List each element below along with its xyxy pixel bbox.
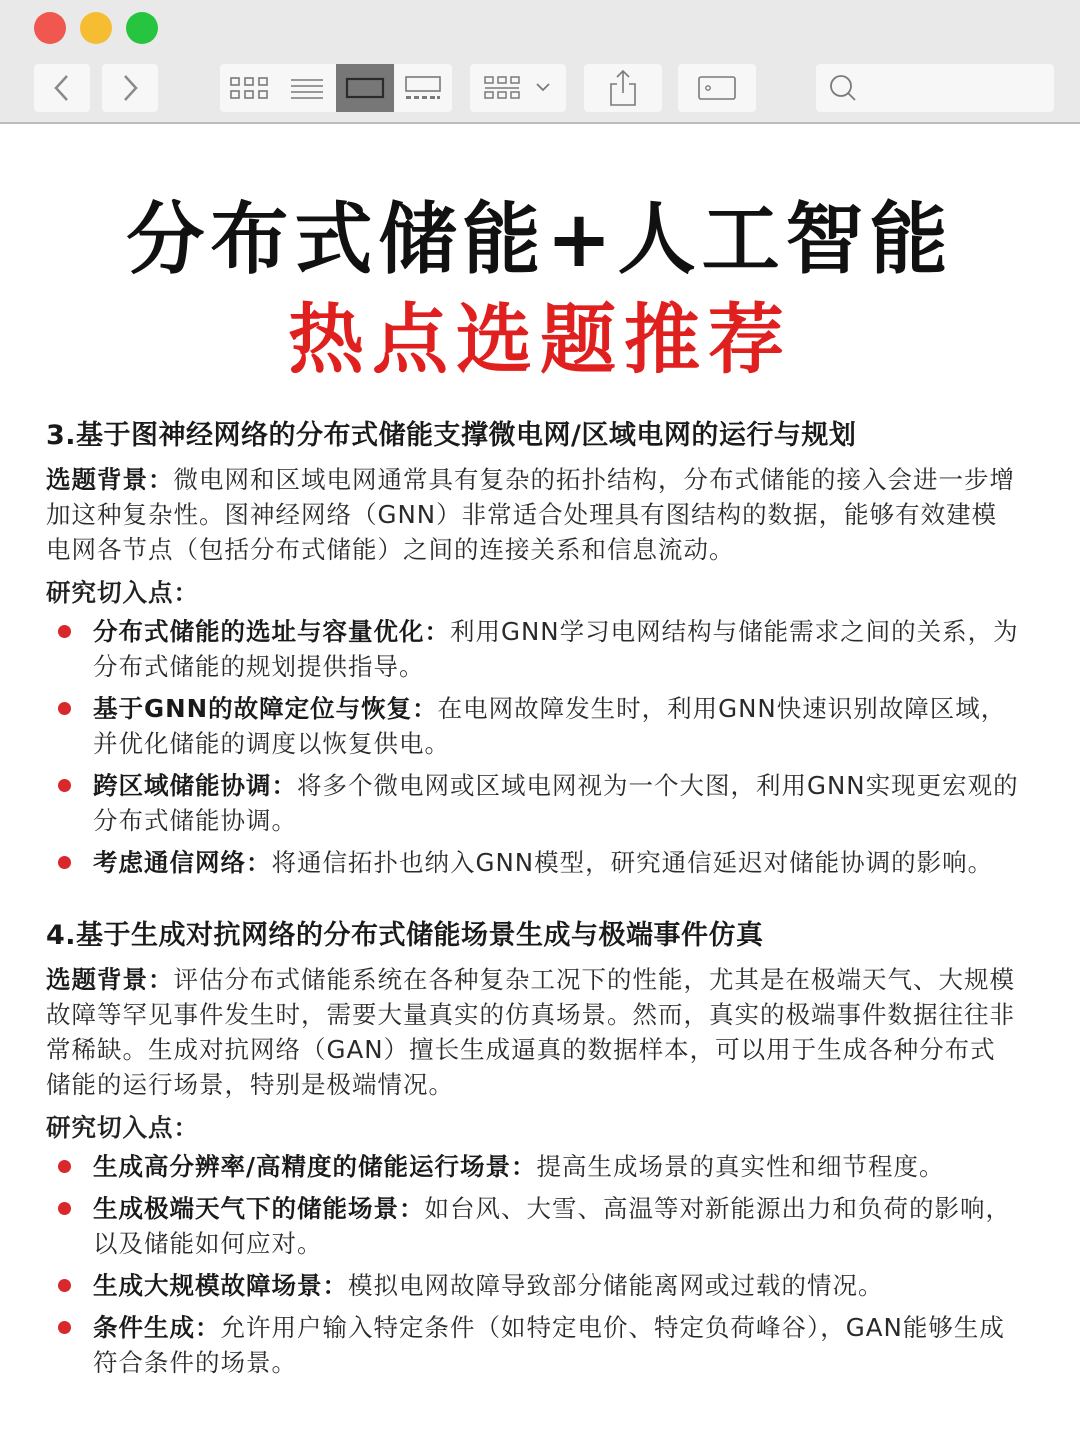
list-view-button[interactable] [278,64,336,112]
back-icon [52,73,72,103]
background-text: 评估分布式储能系统在各种复杂工况下的性能，尤其是在极端天气、大规模故障等罕见事件发生时，需要大量真实的仿真场景。然而，真实的极端事件数据往往非常稀缺。生成对抗网络（GAN）擅长生成逼真的数据样本，可以用于生成各种分布式储能的运行场景，特别是极端情况。 [46,965,1015,1099]
list-item [46,691,1021,761]
zoom-window-button[interactable] [126,12,158,44]
point-text: 利用GNN学习电网结构与储能需求之间的关系，为分布式储能的规划提供指导。 [93,617,1019,681]
point-text: 提高生成场景的真实性和细节程度。 [536,1152,945,1181]
list-item [46,1191,1021,1261]
document-body [46,416,1021,1387]
research-points-list [46,614,1021,880]
tag-icon [697,75,737,101]
bullet-icon [58,702,71,715]
gallery-view-icon [403,75,443,101]
topic-section [46,416,1021,880]
window-toolbar [0,0,1080,124]
main-title: 分布式储能+人工智能 [126,195,954,285]
grid-view-icon [229,76,269,100]
point-label: 生成高分辨率/高精度的储能运行场景： [93,1152,537,1181]
subtitle: 热点选题推荐 [288,295,792,384]
list-item [46,614,1021,684]
list-item [46,1310,1021,1380]
share-button[interactable] [584,64,662,112]
topic-section [46,916,1021,1380]
points-label: 研究切入点： [46,1113,199,1142]
bullet-icon [58,856,71,869]
bullet-icon [58,779,71,792]
list-item [46,845,1021,880]
section-heading: 4.基于生成对抗网络的分布式储能场景生成与极端事件仿真 [46,920,764,951]
list-view-icon [290,76,324,100]
bullet-icon [58,625,71,638]
background-label: 选题背景： [46,465,174,494]
point-label: 基于GNN的故障定位与恢复： [93,694,438,723]
close-window-button[interactable] [34,12,66,44]
grid-view-button[interactable] [220,64,278,112]
point-text: 将通信拓扑也纳入GNN模型，研究通信延迟对储能协调的影响。 [271,848,994,877]
point-label: 生成极端天气下的储能场景： [93,1194,425,1223]
bullet-icon [58,1202,71,1215]
background-text: 微电网和区域电网通常具有复杂的拓扑结构，分布式储能的接入会进一步增加这种复杂性。图神经网络（GNN）非常适合处理具有图结构的数据，能够有效建模电网各节点（包括分布式储能）之间的连接关系和信息流动。 [46,465,1015,564]
points-label: 研究切入点： [46,578,199,607]
section-heading: 3.基于图神经网络的分布式储能支撑微电网/区域电网的运行与规划 [46,420,857,451]
background-paragraph [46,962,1021,1102]
research-points-list [46,1149,1021,1380]
group-icon [483,75,553,101]
point-label: 跨区域储能协调： [93,771,297,800]
search-icon [828,73,858,103]
list-item [46,768,1021,838]
point-text: 模拟电网故障导致部分储能离网或过载的情况。 [348,1271,884,1300]
point-label: 考虑通信网络： [93,848,272,877]
column-view-icon [345,76,385,100]
tag-button[interactable] [678,64,756,112]
point-label: 条件生成： [93,1313,221,1342]
back-button[interactable] [34,64,90,112]
column-view-button[interactable] [336,64,394,112]
forward-button[interactable] [102,64,158,112]
forward-icon [120,73,140,103]
group-by-button[interactable] [470,64,566,112]
point-text: 如台风、大雪、高温等对新能源出力和负荷的影响，以及储能如何应对。 [93,1194,1011,1258]
list-item [46,1149,1021,1184]
minimize-window-button[interactable] [80,12,112,44]
point-label: 分布式储能的选址与容量优化： [93,617,450,646]
point-text: 将多个微电网或区域电网视为一个大图，利用GNN实现更宏观的分布式储能协调。 [93,771,1019,835]
bullet-icon [58,1321,71,1334]
point-label: 生成大规模故障场景： [93,1271,348,1300]
bullet-icon [58,1279,71,1292]
point-text: 允许用户输入特定条件（如特定电价、特定负荷峰谷），GAN能够生成符合条件的场景。 [93,1313,1005,1377]
list-item [46,1268,1021,1303]
share-icon [608,69,638,107]
gallery-view-button[interactable] [394,64,452,112]
bullet-icon [58,1160,71,1173]
point-text: 在电网故障发生时，利用GNN快速识别故障区域，并优化储能的调度以恢复供电。 [93,694,1007,758]
background-label: 选题背景： [46,965,174,994]
background-paragraph [46,462,1021,567]
view-mode-switcher [220,64,452,112]
search-field[interactable] [816,64,1054,112]
